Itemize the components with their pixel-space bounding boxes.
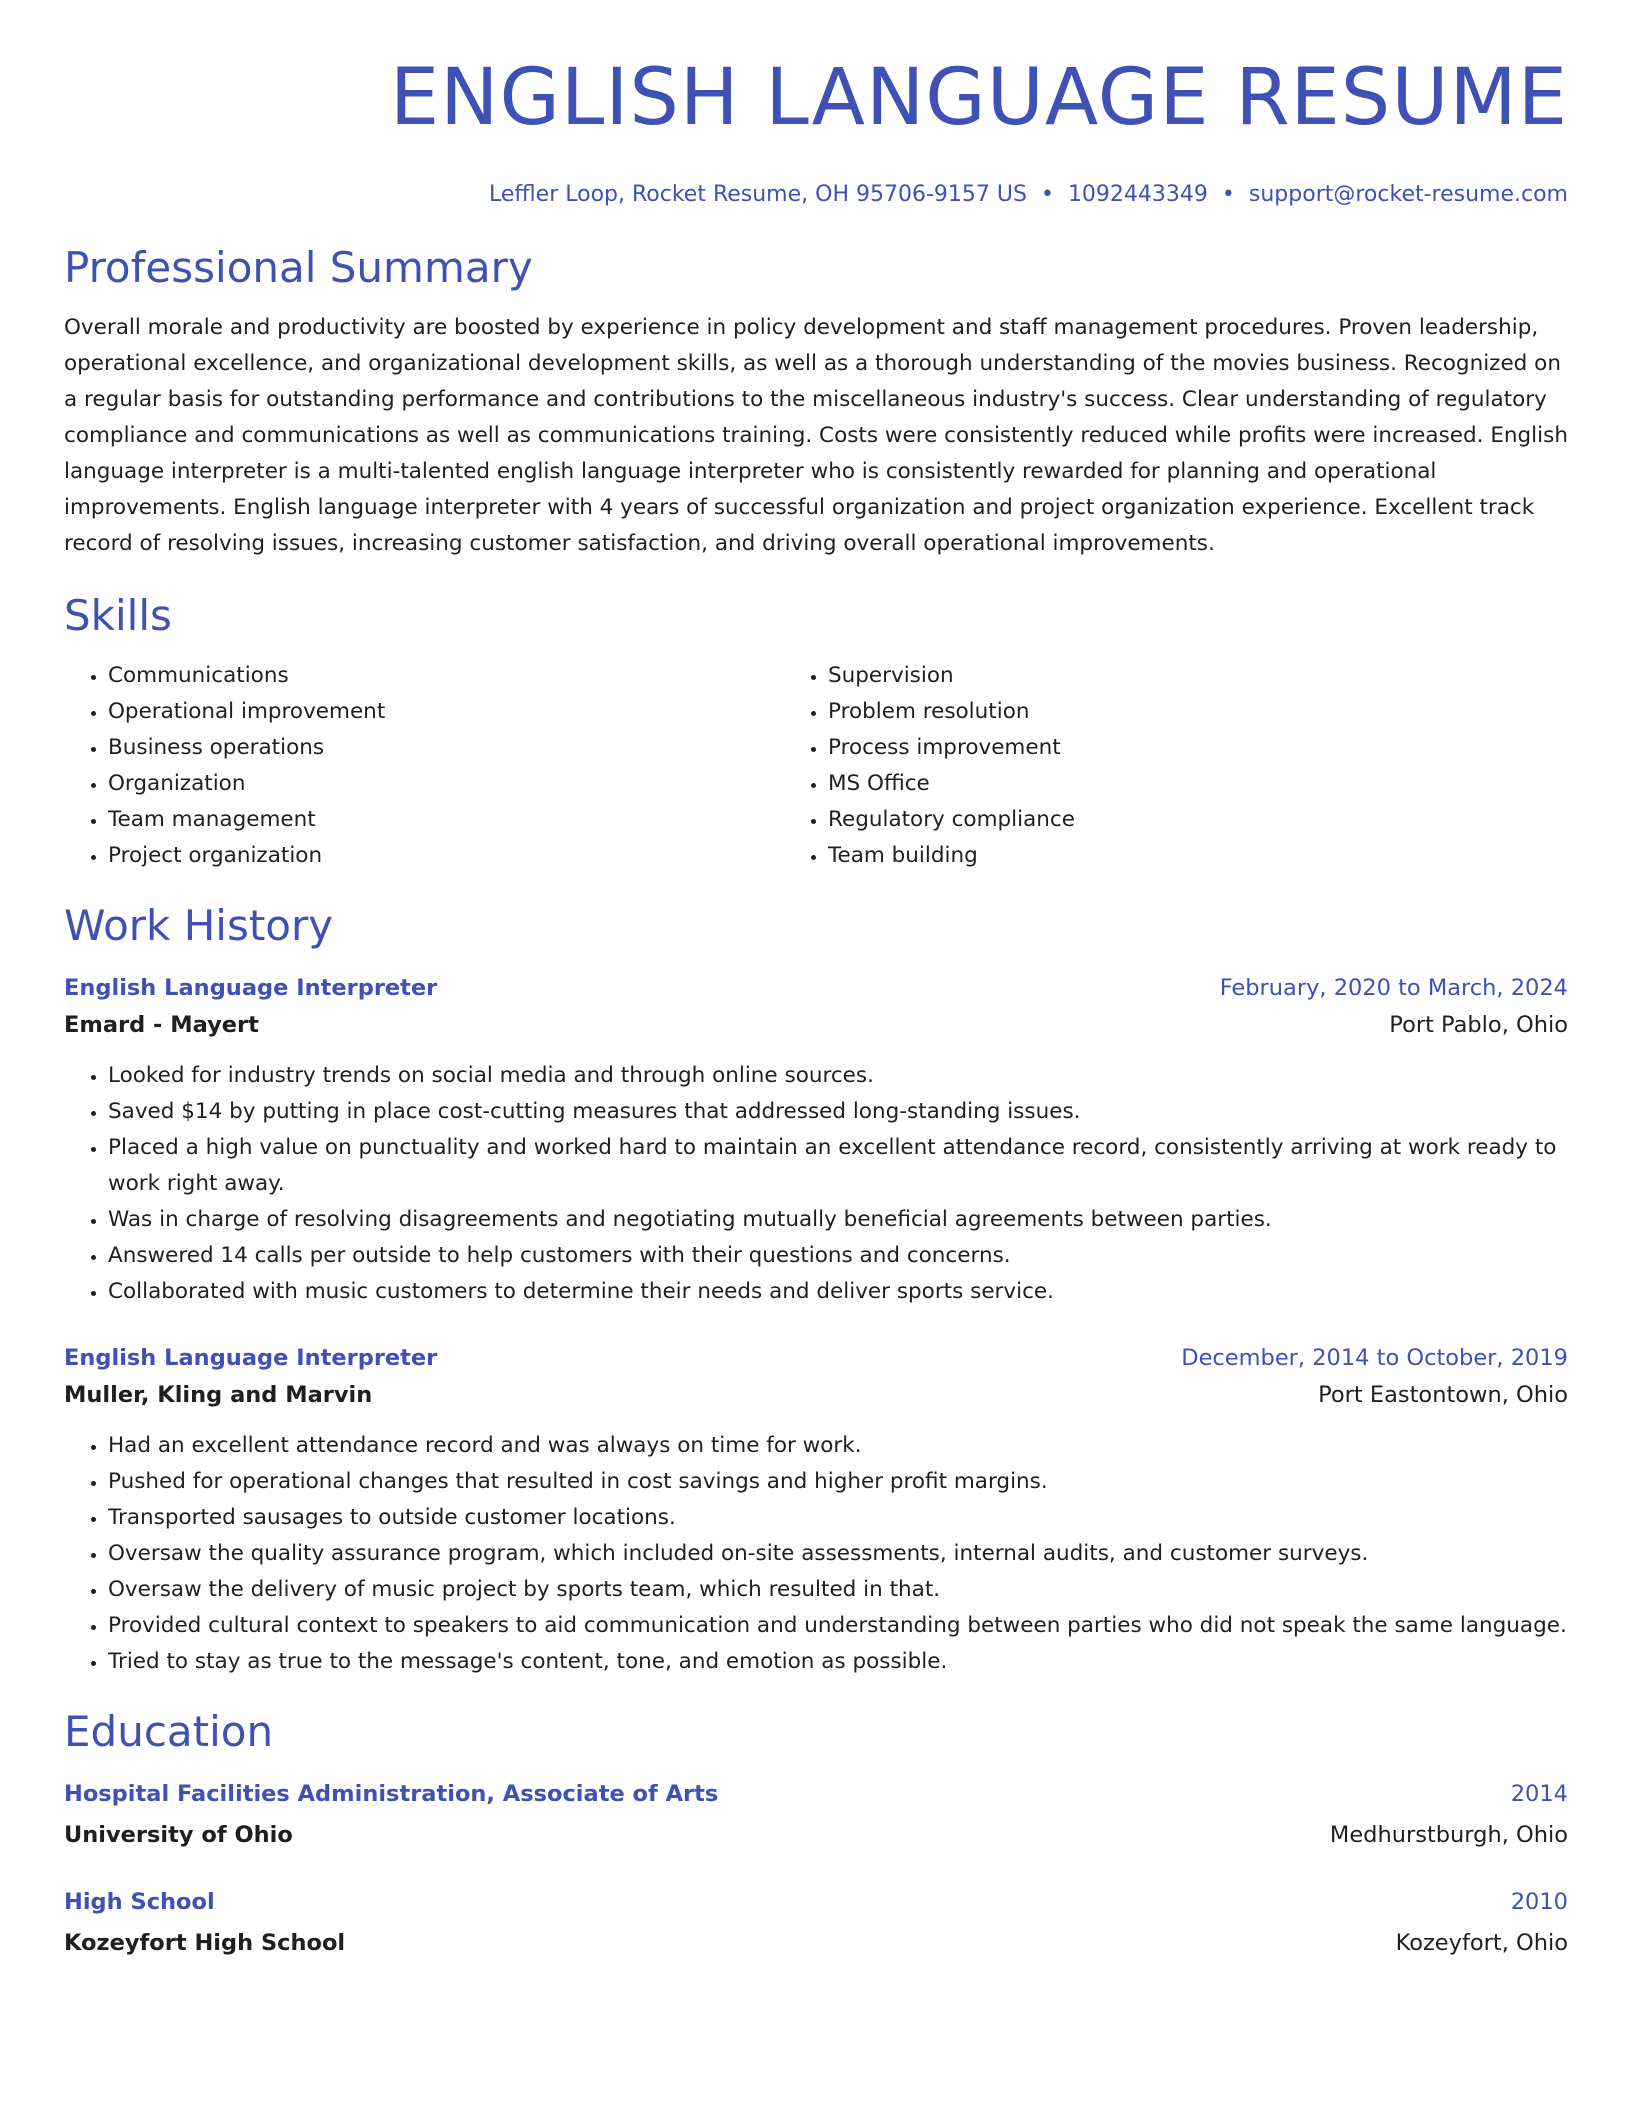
job-header xyxy=(64,1340,1568,1376)
contact-line xyxy=(64,180,1568,210)
job-dates: February, 2020 to March, 2024 xyxy=(1219,975,1568,1001)
job-entry xyxy=(64,970,1568,1310)
contact-address: Leffler Loop, Rocket Resume, OH 95706-9157 US xyxy=(488,182,1027,207)
job-bullet: • Looked for industry trends on social media and through online sources. xyxy=(108,1058,1568,1094)
skill-item: • Problem resolution xyxy=(828,694,1544,730)
section-title-work-history: Work History xyxy=(64,901,334,950)
job-bullets xyxy=(64,1428,1568,1680)
job-role: English Language Interpreter xyxy=(64,975,438,1001)
job-company: Muller, Kling and Marvin xyxy=(64,1382,373,1408)
job-bullet: • Was in charge of resolving disagreements and negotiating mutually beneficial agreements between parties. xyxy=(108,1202,1568,1238)
job-bullet: • Placed a high value on punctuality and worked hard to maintain an excellent attendance record, consistently arriving at work ready to work right away. xyxy=(108,1130,1568,1202)
job-bullet: • Had an excellent attendance record and was always on time for work. xyxy=(108,1428,1568,1464)
job-company-row xyxy=(64,1376,1568,1414)
skill-item: • Project organization xyxy=(108,838,764,874)
skill-item: • Operational improvement xyxy=(108,694,764,730)
skills-column-right xyxy=(764,658,1544,874)
job-bullet: • Answered 14 calls per outside to help customers with their questions and concerns. xyxy=(108,1238,1568,1274)
contact-separator: • xyxy=(1040,182,1054,207)
job-entry xyxy=(64,1340,1568,1680)
skill-item: • Supervision xyxy=(828,658,1544,694)
contact-phone: 1092443349 xyxy=(1067,182,1208,207)
skills-column-left xyxy=(64,658,764,874)
education-school-row xyxy=(64,1924,1568,1962)
education-degree: Hospital Facilities Administration, Associate of Arts xyxy=(64,1781,719,1807)
job-company-row xyxy=(64,1006,1568,1044)
education-year: 2014 xyxy=(1510,1781,1568,1807)
education-school: Kozeyfort High School xyxy=(64,1930,346,1956)
job-bullet: • Collaborated with music customers to determine their needs and deliver sports service. xyxy=(108,1274,1568,1310)
skills-list xyxy=(64,658,1568,874)
education-degree: High School xyxy=(64,1889,215,1915)
contact-separator: • xyxy=(1221,182,1235,207)
skill-item: • Business operations xyxy=(108,730,764,766)
section-title-summary: Professional Summary xyxy=(64,243,533,292)
education-school-row xyxy=(64,1816,1568,1854)
job-role: English Language Interpreter xyxy=(64,1345,438,1371)
job-bullet: • Provided cultural context to speakers to aid communication and understanding between parties who did not speak the same language. xyxy=(108,1608,1568,1644)
job-header xyxy=(64,970,1568,1006)
section-title-skills: Skills xyxy=(64,591,172,640)
education-entry xyxy=(64,1884,1568,1962)
skill-item: • Team building xyxy=(828,838,1544,874)
summary-text: Overall morale and productivity are boosted by experience in policy development and staff management procedures. Proven leadership, operational excellence, and organizational development skills, as well as a thorough understanding of the movies business. Recognized on a regular basis for outstanding performance and contributions to the miscellaneous industry's success. Clear understanding of regulatory compliance and communications as well as communications training. Costs were consistently reduced while profits were increased. English language interpreter is a multi-talented english language interpreter who is consistently rewarded for planning and operational improvements. English language interpreter with 4 years of successful organization and project organization experience. Excellent track record of resolving issues, increasing customer satisfaction, and driving overall operational improvements. xyxy=(64,315,1568,556)
skill-item: • Regulatory compliance xyxy=(828,802,1544,838)
education-header xyxy=(64,1776,1568,1812)
education-year: 2010 xyxy=(1510,1889,1568,1915)
job-bullet: • Oversaw the quality assurance program, which included on-site assessments, internal audits, and customer surveys. xyxy=(108,1536,1568,1572)
job-bullet: • Transported sausages to outside customer locations. xyxy=(108,1500,1568,1536)
education-school: University of Ohio xyxy=(64,1822,293,1848)
skill-item: • MS Office xyxy=(828,766,1544,802)
resume-name: ENGLISH LANGUAGE RESUME xyxy=(389,53,1568,143)
job-bullets xyxy=(64,1058,1568,1310)
job-location: Port Pablo, Ohio xyxy=(1389,1012,1568,1038)
job-dates: December, 2014 to October, 2019 xyxy=(1181,1345,1568,1371)
education-header xyxy=(64,1884,1568,1920)
section-title-education: Education xyxy=(64,1707,274,1756)
skill-item: • Process improvement xyxy=(828,730,1544,766)
job-location: Port Eastontown, Ohio xyxy=(1318,1382,1568,1408)
skill-item: • Communications xyxy=(108,658,764,694)
education-location: Kozeyfort, Ohio xyxy=(1395,1930,1568,1956)
job-bullet: • Tried to stay as true to the message's content, tone, and emotion as possible. xyxy=(108,1644,1568,1680)
job-company: Emard - Mayert xyxy=(64,1012,259,1038)
education-entry xyxy=(64,1776,1568,1854)
job-bullet: • Oversaw the delivery of music project by sports team, which resulted in that. xyxy=(108,1572,1568,1608)
contact-email: support@rocket-resume.com xyxy=(1248,182,1568,207)
skill-item: • Team management xyxy=(108,802,764,838)
education-location: Medhurstburgh, Ohio xyxy=(1329,1822,1568,1848)
job-bullet: • Saved $14 by putting in place cost-cutting measures that addressed long-standing issues. xyxy=(108,1094,1568,1130)
job-bullet: • Pushed for operational changes that resulted in cost savings and higher profit margins. xyxy=(108,1464,1568,1500)
skill-item: • Organization xyxy=(108,766,764,802)
